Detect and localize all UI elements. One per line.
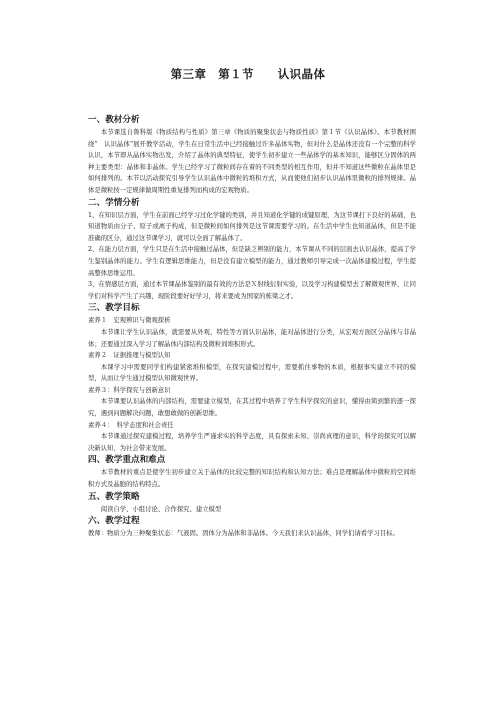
section-heading: 一、教材分析 <box>88 115 140 125</box>
section-teaching-process <box>88 515 416 540</box>
section-heading: 六、教学过程 <box>88 516 140 527</box>
section-learner-analysis <box>88 197 416 303</box>
document-body <box>88 114 416 540</box>
goal-label: 素养２ 证据推理与模型认知 <box>88 352 171 360</box>
goal-text: 本节课让学生认识晶体，就需要从外观、特性等方面认识晶体，能对晶体进行分类，从宏观方面区分晶体与非晶体；还要通过深入学习了解晶体内部结构及微粒间堆积形式。 <box>88 328 416 348</box>
paragraph: 阅读自学、小组讨论、合作探究、建立模型 <box>100 505 222 513</box>
section-heading: 五、教学策略 <box>88 491 140 502</box>
section-heading: 三、教学目标 <box>88 303 140 314</box>
paragraph: 2、在能力层方面，学生只是在生活中接触过晶体，但是缺乏辨别的能力，本节课从不同的层面去认识晶体，提高了学生鉴别晶体的能力。学生有逻辑思维能力，但是没有建立模型的能力，通过教师引导完成一次晶体建模过程，学生提高整体思维运用。 <box>88 246 416 277</box>
goal-label: 素养３：科学探究与创新意识 <box>88 386 171 394</box>
section-heading: 二、学情分析 <box>88 197 140 208</box>
paragraph: 1、在知识层方面，学生在前面已经学习过化学键的类别，并且知道化学键的成键原理，为这节课打下良好的基础，也知道物质由分子、原子或离子构成，但是微粒间如何排列是这节课需要学习的。在生活中学生也知道晶体，但是不能准确的区分，通过这节课学习，就可以全面了解晶体了。 <box>88 211 416 242</box>
paragraph: 本节课选自鲁科版《物质结构与性质》第三章《物质的聚集状态与物质性质》第１节《认识晶体》。本节教材围绕“ 认识晶体”展开教学活动，学生在日常生活中已经接触过许多晶体实物，但对什么是晶体还没有一个完整的科学认识，本节即从晶体实物出发，介绍了晶体的典型特征，使学生初步建立一些晶体学的基本知识，能够区分固体的两种主要类型：晶体和非晶体。学生已经学习了微粒间存在着的不同类型的相互作用，但并不知道这些微粒在晶体里是如何排列的。本节以活动探究引导学生认识晶体中微粒的堆积方式，从而使他们初步认识晶体里微粒的排列规律。晶体是微粒按一定规律做周期性重复排列而构成的宏观物质。 <box>88 129 416 194</box>
section-key-points <box>88 454 416 490</box>
goal-label: 素养１ 宏观辨识与微观探析 <box>88 317 171 325</box>
paragraph: 教师：物质分为三种聚集状态：气液固。固体分为晶体和非晶体。今天我们来认识晶体，同学们请看学习目标。 <box>88 530 399 538</box>
goal-text: 本节课通过探究建模过程，培养学生严谨求实的科学态度，具有探索未知、崇尚真理的意识，科学的探究可以解决新认知，为社会带来发展。 <box>88 433 416 452</box>
page-title: 第三章 第１节 认识晶体 <box>170 67 326 81</box>
section-teaching-goals <box>88 302 416 454</box>
paragraph: 3、在情感层方面，通过本节课晶体鉴别的最有效的方法是Ｘ射线衍射实验，以及学习构建模型去了解微观世界，让同学们对科学产生了兴趣，现阶段要好好学习，将来要成为国家的栋梁之才。 <box>88 281 416 300</box>
goal-label: 素养４： 科学态度和社会责任 <box>88 421 174 429</box>
section-teaching-material-analysis <box>88 114 416 197</box>
goal-text: 本课学习中需要同学们构建紧密堆积模型，在探究建模过程中，需要抓住事物的本质，根据事实建立不同的模型，从而让学生通过模型认知微观世界。 <box>88 363 416 383</box>
section-teaching-strategy <box>88 491 416 516</box>
goal-text: 本节课要认识晶体的内部结构，需要建立模型，在其过程中培养了学生科学探究的意识，懂得由简到繁的逐一探究，遇到问题解决问题，敢想敢做的创新思维。 <box>88 398 416 418</box>
section-heading: 四、教学重点和难点 <box>88 455 166 466</box>
paragraph: 本节教材的重点是使学生初步建立关于晶体的比较完整的知识结构和认知方法；难点是理解晶体中微粒的空间堆积方式及晶胞的结构特点。 <box>88 469 416 489</box>
